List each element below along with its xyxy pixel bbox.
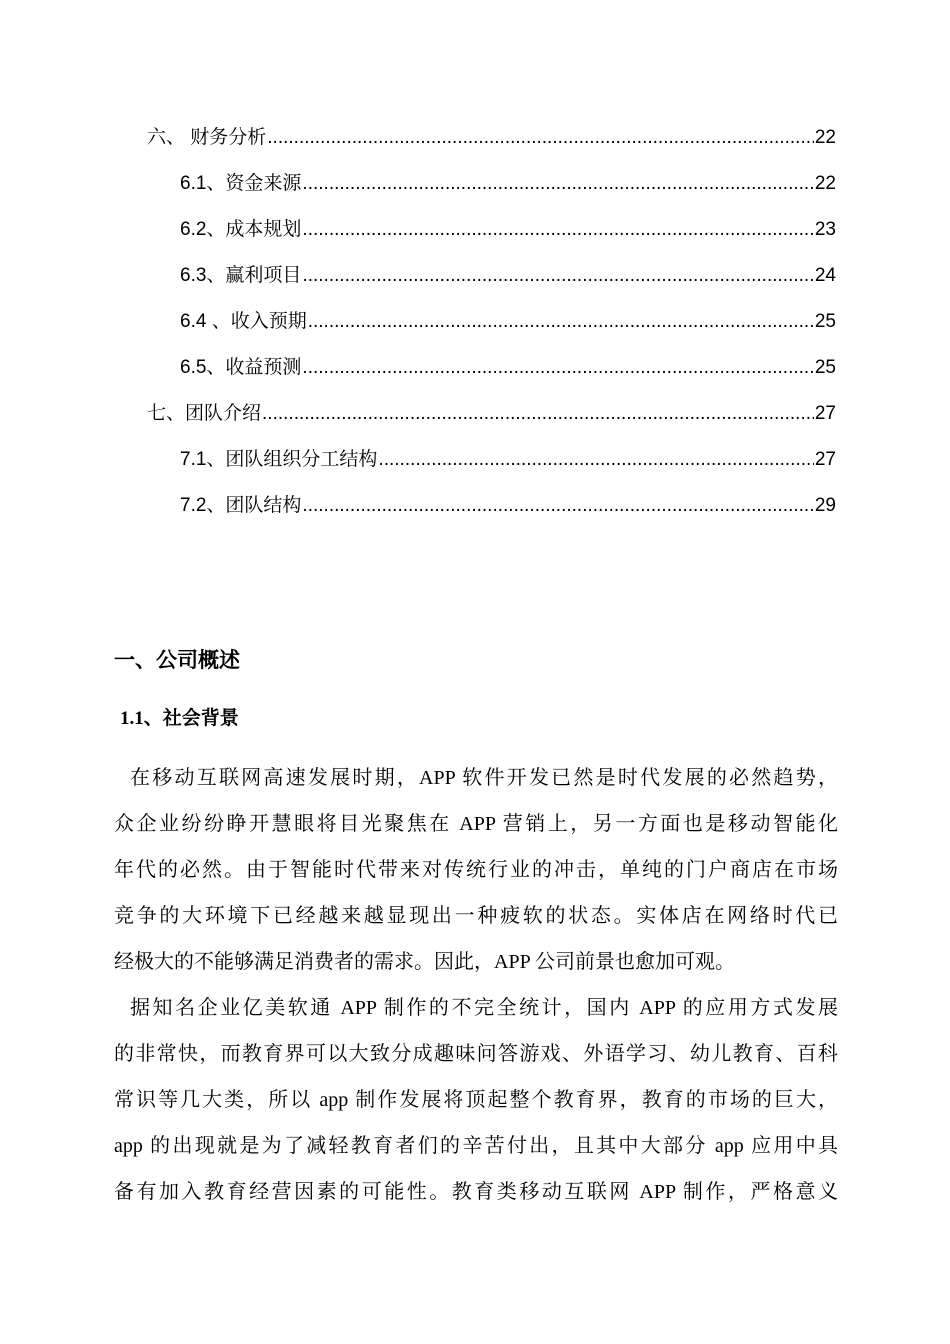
toc-entry-page: 27 <box>814 403 836 424</box>
toc-leader-dots <box>302 218 813 242</box>
toc-entry[interactable] <box>180 448 836 472</box>
toc-entry-title: 六、 财务分析 <box>147 127 267 148</box>
toc-entry-title: 7.2、团队结构 <box>180 495 302 516</box>
toc-entry[interactable] <box>180 310 836 334</box>
section-heading: 一、公司概述 <box>114 648 240 672</box>
toc-leader-dots <box>302 264 813 288</box>
paragraph-line: 众企业纷纷睁开慧眼将目光聚焦在 APP 营销上，另一方面也是移动智能化 <box>114 813 838 835</box>
toc-entry-title: 6.2、成本规划 <box>180 219 302 240</box>
toc-entry-title: 6.4 、收入预期 <box>180 311 307 332</box>
paragraph-line: 据知名企业亿美软通 APP 制作的不完全统计，国内 APP 的应用方式发展 <box>130 997 838 1019</box>
toc-leader-dots <box>308 310 814 334</box>
toc-entry-title: 6.3、赢利项目 <box>180 265 302 286</box>
paragraph-line: 年代的必然。由于智能时代带来对传统行业的冲击，单纯的门户商店在市场 <box>114 859 838 881</box>
toc-entry-page: 22 <box>814 173 836 194</box>
toc-entry-title: 7.1、团队组织分工结构 <box>180 449 378 470</box>
toc-leader-dots <box>302 356 813 380</box>
toc-leader-dots <box>302 172 813 196</box>
paragraph-line: 经极大的不能够满足消费者的需求。因此，APP 公司前景也愈加可观。 <box>114 951 735 973</box>
body-paragraph <box>114 755 838 985</box>
toc-leader-dots <box>262 402 814 426</box>
toc-entry-page: 23 <box>814 219 836 240</box>
toc-entry-page: 22 <box>814 127 836 148</box>
toc-entry-page: 24 <box>814 265 836 286</box>
toc-entry[interactable] <box>180 172 836 196</box>
toc-entry-title: 6.5、收益预测 <box>180 357 302 378</box>
toc-entry[interactable] <box>180 264 836 288</box>
body-paragraph <box>114 985 838 1215</box>
toc-entry-page: 27 <box>814 449 836 470</box>
toc-entry[interactable] <box>147 126 836 150</box>
toc-leader-dots <box>267 126 814 150</box>
paragraph-line: 竞争的大环境下已经越来越显现出一种疲软的状态。实体店在网络时代已 <box>114 905 838 927</box>
toc-entry-page: 25 <box>814 311 836 332</box>
paragraph-line: 常识等几大类，所以 app 制作发展将顶起整个教育界，教育的市场的巨大， <box>114 1089 838 1111</box>
paragraph-line: 备有加入教育经营因素的可能性。教育类移动互联网 APP 制作，严格意义 <box>114 1181 838 1203</box>
toc-entry[interactable] <box>147 402 836 426</box>
paragraph-line: 的非常快，而教育界可以大致分成趣味问答游戏、外语学习、幼儿教育、百科 <box>114 1043 838 1065</box>
toc-entry[interactable] <box>180 494 836 518</box>
toc-entry-page: 29 <box>814 495 836 516</box>
toc-entry[interactable] <box>180 218 836 242</box>
paragraph-line: 在移动互联网高速发展时期，APP 软件开发已然是时代发展的必然趋势， <box>130 767 838 789</box>
toc-entry-title: 七、团队介绍 <box>147 403 262 424</box>
toc-entry-page: 25 <box>814 357 836 378</box>
toc-entry-title: 6.1、资金来源 <box>180 173 302 194</box>
toc-leader-dots <box>302 494 813 518</box>
paragraph-line: app 的出现就是为了减轻教育者们的辛苦付出，且其中大部分 app 应用中具 <box>114 1135 838 1157</box>
toc-entry[interactable] <box>180 356 836 380</box>
subsection-heading: 1.1、社会背景 <box>120 708 239 729</box>
toc-leader-dots <box>378 448 813 472</box>
